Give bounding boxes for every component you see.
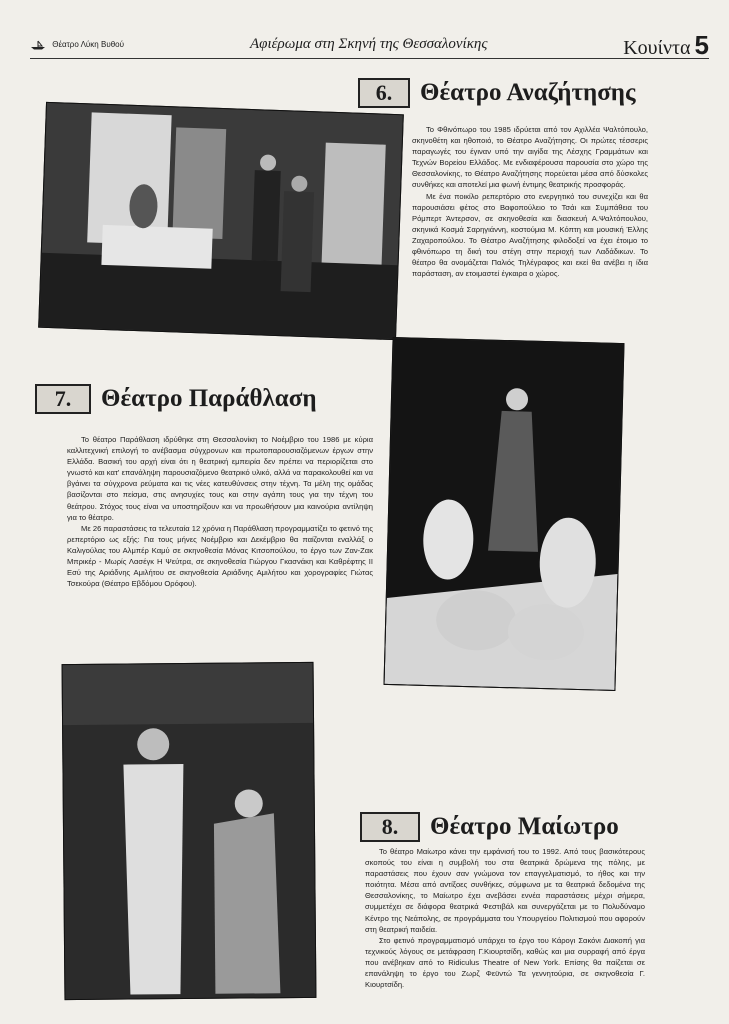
section-7-title bbox=[35, 384, 317, 414]
actors-photo-icon bbox=[63, 663, 316, 999]
section-7-number: 7. bbox=[35, 384, 91, 414]
header-left bbox=[30, 40, 124, 50]
header-left-text: Θέατρο Λύκη Βυθού bbox=[52, 40, 124, 50]
header-right bbox=[623, 30, 709, 61]
section-8-body bbox=[365, 846, 645, 990]
section-6-body bbox=[412, 124, 648, 279]
page-header bbox=[30, 30, 709, 59]
dance-photo-icon bbox=[385, 338, 624, 690]
section-8-title bbox=[360, 812, 619, 842]
ship-logo-icon bbox=[30, 40, 46, 50]
section-8-number: 8. bbox=[360, 812, 420, 842]
section-6-title bbox=[358, 78, 636, 108]
section-7-name: Θέατρο Παράθλαση bbox=[101, 385, 317, 412]
section-8-paragraph: Το θέατρο Μαίωτρο κάνει την εμφάνισή του το 1992. Από τους βασικότερους σκοπούς του είναι η συμβολή του στα θεατρικά δρώμενα της πόλης, με παραστάσεις που έχουν σαν γνώμονα τον επαγγελματισμό, το ήθος και την ποιότητα. Μέσα από αντίξοες συνθήκες, σύμφωνα με τα θεατρικά δεδομένα της Θεσσαλονίκης, το Μαίωτρο έχει ανεβάσει εννέα παραστάσεις μέχρι σήμερα, συμμετέχει σε διάφορα θεατρικά Φεστιβάλ και συνεργάζεται με το Πολυδύναμο Κέντρο της Νεάπολης, σε προγράμματα του Υπουργείου Πολιτισμού που αφορούν στη θεατρική παιδεία. bbox=[365, 847, 645, 934]
photo-section-6 bbox=[38, 102, 404, 340]
section-7-paragraph: Το θέατρο Παράθλαση ιδρύθηκε στη Θεσσαλονίκη το Νοέμβριο του 1986 με κύρια καλλιτεχνική επιλογή το ανέβασμα σύγχρονων και πρωτοπαρουσιαζόμενων έργων στην Ελλάδα. Βασική του αρχή είναι ότι η θεατρική εμπειρία δεν πρέπει να περιορίζεται στο γνωστό και κατ' επανάληψη παρουσιαζόμενο θεατρικό υλικό, αλλά να παρακολουθεί και να βγάινει τα σύγχρονα ρεύματα και τις νέες κατευθύνσεις στην τέχνη. Τα μέλη της ομάδας βασίζονται στο πείσμα, στις ανησυχίες τους και στην αγάπη τους για την τέχνη του θεάτρου. Στόχος τους είναι να υποστηρίξουν και να προωθήσουν μια καινούρια αντίληψη για το θέατρο. bbox=[67, 435, 373, 522]
section-7-paragraph: Με 26 παραστάσεις τα τελευταία 12 χρόνια η Παράθλαση προγραμματίζει το φετινό της ρεπερτόριο ως εξής: Για τους μήνες Νοέμβριο και Δεκέμβριο θα παίζονται εναλλάξ ο Καλιγούλας του Αλμπέρ Καμύ σε σκηνοθεσία Μόνας Κιτσοπούλου, το έργο των Ζαν-Ζακ Μπρικέρ - Μωρίς Λασέγκ Η Ψεύτρα, σε σκηνοθεσία Γιώργου Γκασνάκη και Καθρέφτης ΙΙ Εσύ της Αριάδνης Αμιλήτου σε σκηνοθεσία Αριάδνης Αμιλήτου και χορογραφίες Γιώτας Τσεκούρα (Θέατρο Εβδόμου Ορόφου). bbox=[67, 523, 373, 589]
section-8-paragraph: Στο φετινό προγραμματισμό υπάρχει το έργο του Κάρογι Σακόνι Διακοπή για τεχνικούς λόγους σε μετάφραση Γ.Κιουρτσίδη, καθώς και μια συρραφή από έργα που ανέβηκαν από το Ridiculus Theatre of New York. Επίσης θα παίζεται σε επανάληψη το έργο του Ζωρζ Φεϋντώ Τα γεννητούρια, σε σκηνοθεσία Γ. Κιουρτσίδη. bbox=[365, 935, 645, 990]
section-6-paragraph: Με ένα ποικίλο ρεπερτόριο στο ενεργητικό του συνεχίζει και θα παρουσιάσει φέτος στο Βαφοπούλειο το Τσάι και Συμπάθεια του Ρόμπερτ Άντερσον, σε σκηνοθεσία και διασκευή Α.Ψαλτόπουλου, σκηνικά Κοσμά Σαρηγιάννη, κοστούμια Μ. Κόπτη και μουσική Έλλης Ζαχαροπούλου. Το Θέατρο Αναζήτησης φιλοδοξεί να έχει έτοιμο το φθινόπωρο τη δική του στέγη στην περιοχή των Λαδάδικων. Το θέατρο θα ονομάζεται Παλιός Τηλέγραφος και εκεί θα ανέβει η ίδια παράσταση, αν ετοιμαστεί έγκαιρα ο χώρος. bbox=[412, 191, 648, 279]
section-6-name: Θέατρο Αναζήτησης bbox=[420, 79, 636, 106]
section-7-body bbox=[67, 434, 373, 589]
section-6-number: 6. bbox=[358, 78, 410, 108]
photo-section-8 bbox=[62, 662, 317, 1000]
section-6-paragraph: Το Φθινόπωρο του 1985 ιδρύεται από τον Αχιλλέα Ψαλτόπουλο, σκηνοθέτη και ηθοποιό, το Θέατρο Αναζήτησης. Οι πρώτες τέσσερις παραγωγές του έγιναν υπό την αιγίδα της Λέσχης Γραμμάτων και Τεχνών Βορείου Ελλάδος. Με ενδιαφέρουσα παρουσία στο χώρο της Θεσσαλονίκης, το Θέατρο Αναζήτησης πορεύεται μέσα από δύσκολες συνθήκες και αποτελεί μια φωνή έντιμης θεατρικής προσφοράς. bbox=[412, 125, 648, 190]
stage-photo-icon bbox=[39, 103, 403, 339]
page-number: 5 bbox=[694, 30, 709, 60]
magazine-name: Κουίντα bbox=[623, 37, 691, 59]
header-title: Αφιέρωμα στη Σκηνή της Θεσσαλονίκης bbox=[250, 36, 488, 52]
photo-section-7 bbox=[383, 337, 624, 691]
section-8-name: Θέατρο Μαίωτρο bbox=[430, 813, 619, 840]
